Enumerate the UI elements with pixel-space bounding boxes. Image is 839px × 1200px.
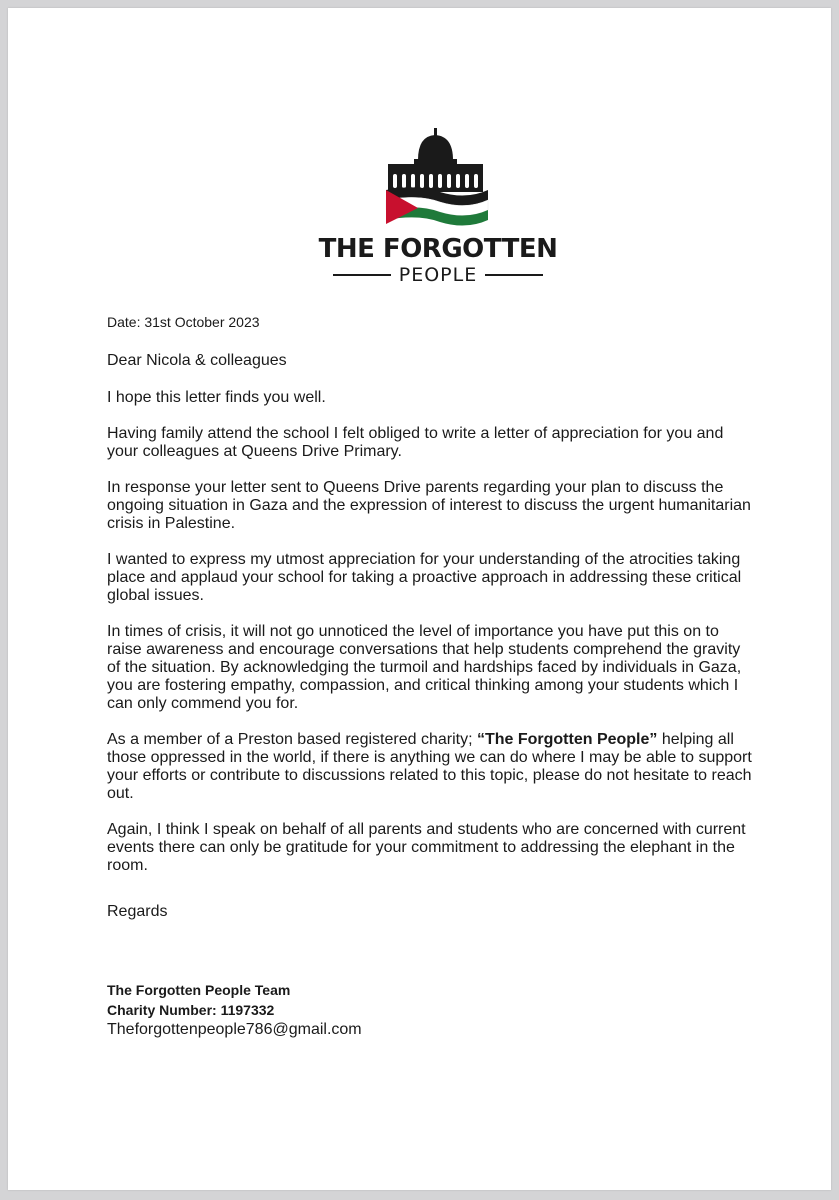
letter-date: Date: 31st October 2023 — [107, 314, 260, 330]
logo-rule-left — [333, 274, 391, 276]
charity-name: “The Forgotten People” — [476, 731, 658, 748]
logo-rule-right — [485, 274, 543, 276]
contact-email: Theforgottenpeople786@gmail.com — [107, 1021, 362, 1038]
paragraph: I hope this letter finds you well. — [107, 389, 326, 406]
charity-number: Charity Number: 1197332 — [107, 1002, 275, 1018]
letter-body — [107, 352, 757, 943]
paragraph: In times of crisis, it will not go unnoticed the level of importance you have put this on to raise awareness and encourage conversations that help students comprehend the gravity of the situation. By acknowledging the turmoil and hardships faced by individuals in Gaza, you are fostering empathy, compassion, and critical thinking among your students which I can only commend you for. — [107, 623, 742, 712]
paragraph: I wanted to express my utmost appreciation for your understanding of the atrocities taking place and applaud your school for taking a proactive approach in addressing these critical global issues. — [107, 551, 742, 604]
charity-logo — [308, 124, 568, 292]
member-text-after: helping all those oppressed in the world, if there is anything we can do where I may be able to support your efforts or contribute to discussions related to this topic, please do not hesitate to reach out. — [107, 731, 752, 802]
member-paragraph — [107, 731, 757, 803]
paragraph: In response your letter sent to Queens Drive parents regarding your plan to discuss the ongoing situation in Gaza and the expression of interest to discuss the urgent humanitarian crisis in Palestine. — [107, 479, 751, 532]
dome-flag-emblem-icon — [378, 124, 498, 229]
salutation: Dear Nicola & colleagues — [107, 352, 287, 369]
paragraph: Having family attend the school I felt obliged to write a letter of appreciation for you and your colleagues at Queens Drive Primary. — [107, 425, 724, 460]
logo-title: THE FORGOTTEN — [318, 234, 558, 264]
signature-team: The Forgotten People Team — [107, 982, 291, 998]
member-text-before: As a member of a Preston based registered charity; — [107, 731, 477, 748]
regards: Regards — [107, 903, 168, 920]
signature-block — [107, 980, 362, 1040]
logo-subtitle: PEOPLE — [398, 264, 478, 286]
letter-page — [8, 8, 831, 1190]
closing-paragraph: Again, I think I speak on behalf of all parents and students who are concerned with current events there can only be gratitude for your commitment to addressing the elephant in the room. — [107, 821, 746, 874]
logo-subtitle-row — [308, 264, 568, 286]
